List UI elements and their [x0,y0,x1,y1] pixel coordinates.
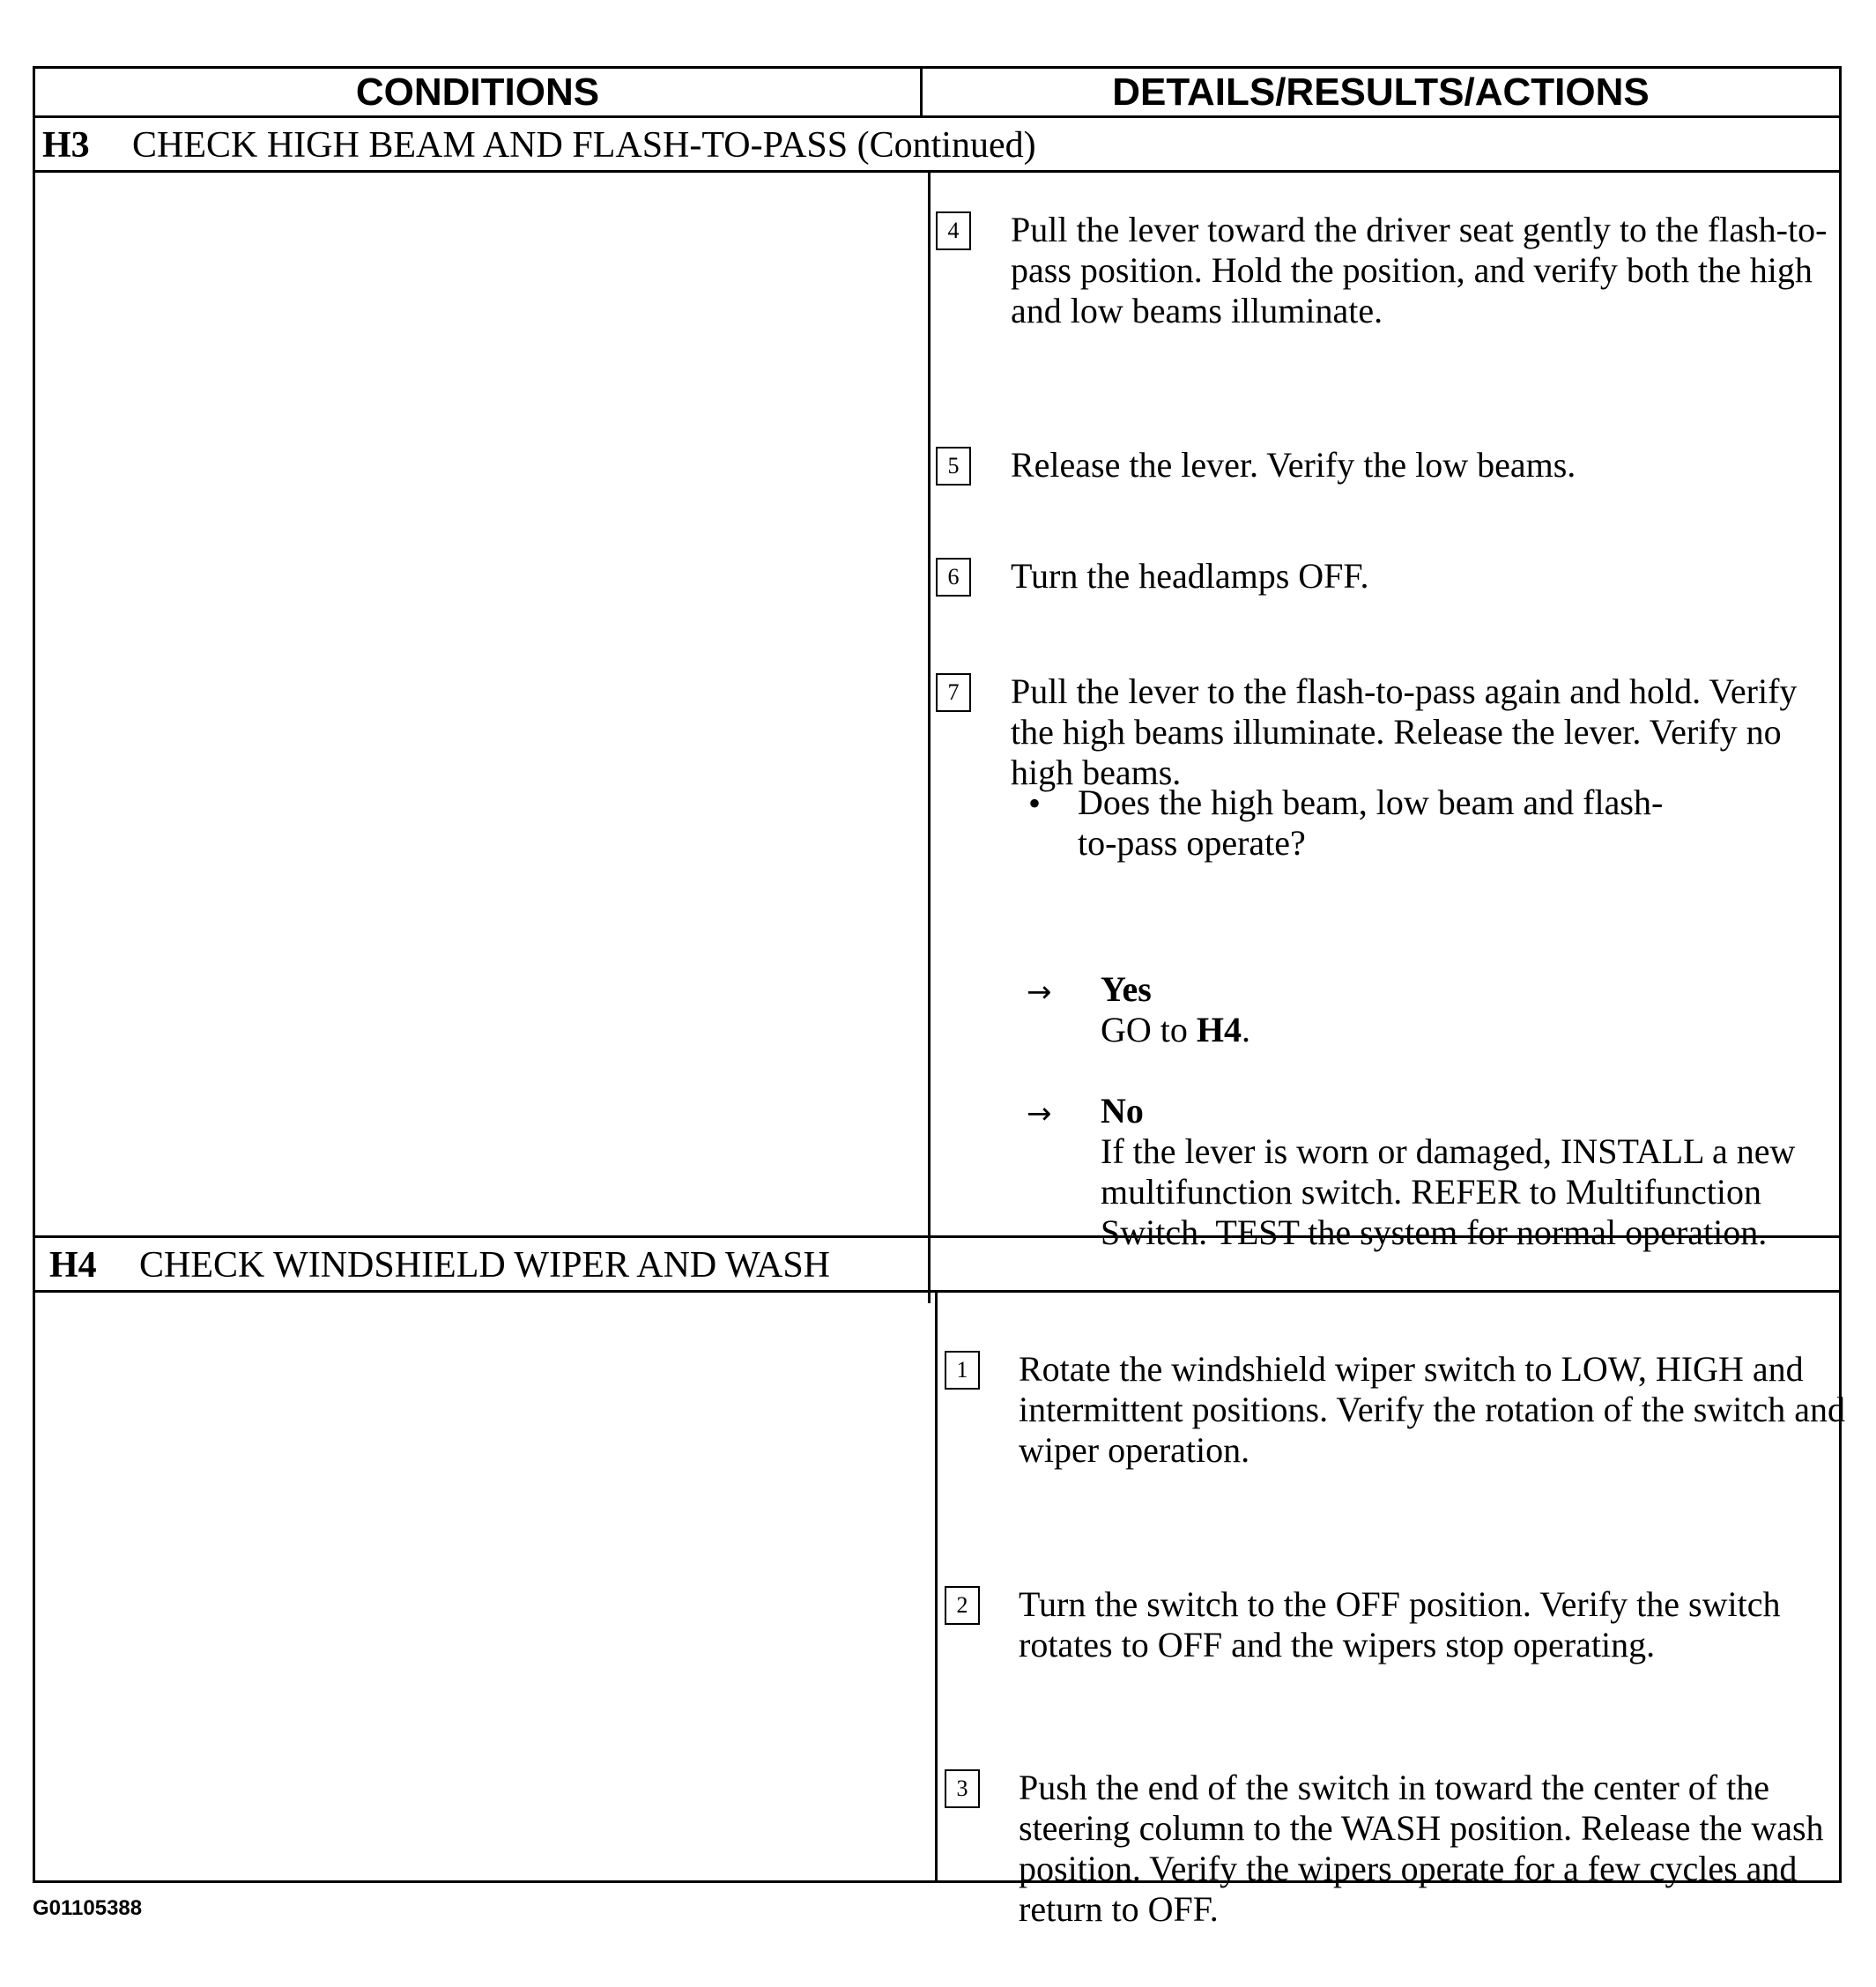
step-number-box: 6 [936,558,971,597]
yes-target: H4 [1196,1010,1242,1049]
no-action: If the lever is worn or damaged, INSTALL a new multifunction switch. REFER to Multifunction Switch. TEST the system for normal operation. [1101,1131,1796,1252]
table-header [35,69,1839,118]
details-header: DETAILS/RESULTS/ACTIONS [920,69,1839,115]
section-h4-header [35,1235,1839,1293]
arrow-right-icon: → [1027,975,1052,1010]
section-h4-title: CHECK WINDSHIELD WIPER AND WASH [139,1245,831,1286]
no-label: No [1101,1091,1144,1131]
yes-action-text: GO to [1101,1010,1197,1049]
step-number-box: 2 [945,1586,980,1625]
conditions-header: CONDITIONS [355,70,600,114]
step-number-box: 5 [936,447,971,486]
step-text: Turn the headlamps OFF. [1011,556,1369,596]
section-h3-header [35,118,1839,173]
step-text: Push the end of the switch in toward the center of the steering column to the WASH position. Release the wash position. Verify the wipers operate for a few cycles and return to OFF. [1019,1768,1824,1929]
h3-column-divider [928,173,931,1303]
bullet-icon: • [1028,783,1042,823]
h4-column-divider [935,1293,938,1883]
yes-label: Yes [1101,969,1152,1009]
section-h3-id: H3 [42,125,90,166]
yes-action [1101,1010,1250,1050]
step-text: Pull the lever to the flash-to-pass again and hold. Verify the high beams illuminate. Release the lever. Verify no high beams. [1011,671,1798,792]
step-number-box: 4 [936,211,971,250]
yes-action-end: . [1242,1010,1251,1049]
section-h3-title: CHECK HIGH BEAM AND FLASH-TO-PASS (Continued) [132,125,1036,166]
step-text: Release the lever. Verify the low beams. [1011,445,1576,485]
section-h4-id: H4 [49,1245,97,1286]
step-text: Turn the switch to the OFF position. Verify the switch rotates to OFF and the wipers stop operating. [1019,1584,1781,1664]
step-text: Rotate the windshield wiper switch to LOW, HIGH and intermittent positions. Verify the rotation of the switch and wiper operation. [1019,1349,1845,1470]
figure-id: G01105388 [33,1896,143,1920]
step-number-box: 3 [945,1769,980,1808]
step-number-box: 1 [945,1351,980,1390]
arrow-right-icon: → [1027,1096,1052,1131]
question-text: Does the high beam, low beam and flash-to-pass operate? [1078,782,1664,863]
step-text: Pull the lever toward the driver seat gently to the flash-to-pass position. Hold the position, and verify both the high and low beams illuminate. [1011,210,1828,330]
step-number-box: 7 [936,673,971,712]
